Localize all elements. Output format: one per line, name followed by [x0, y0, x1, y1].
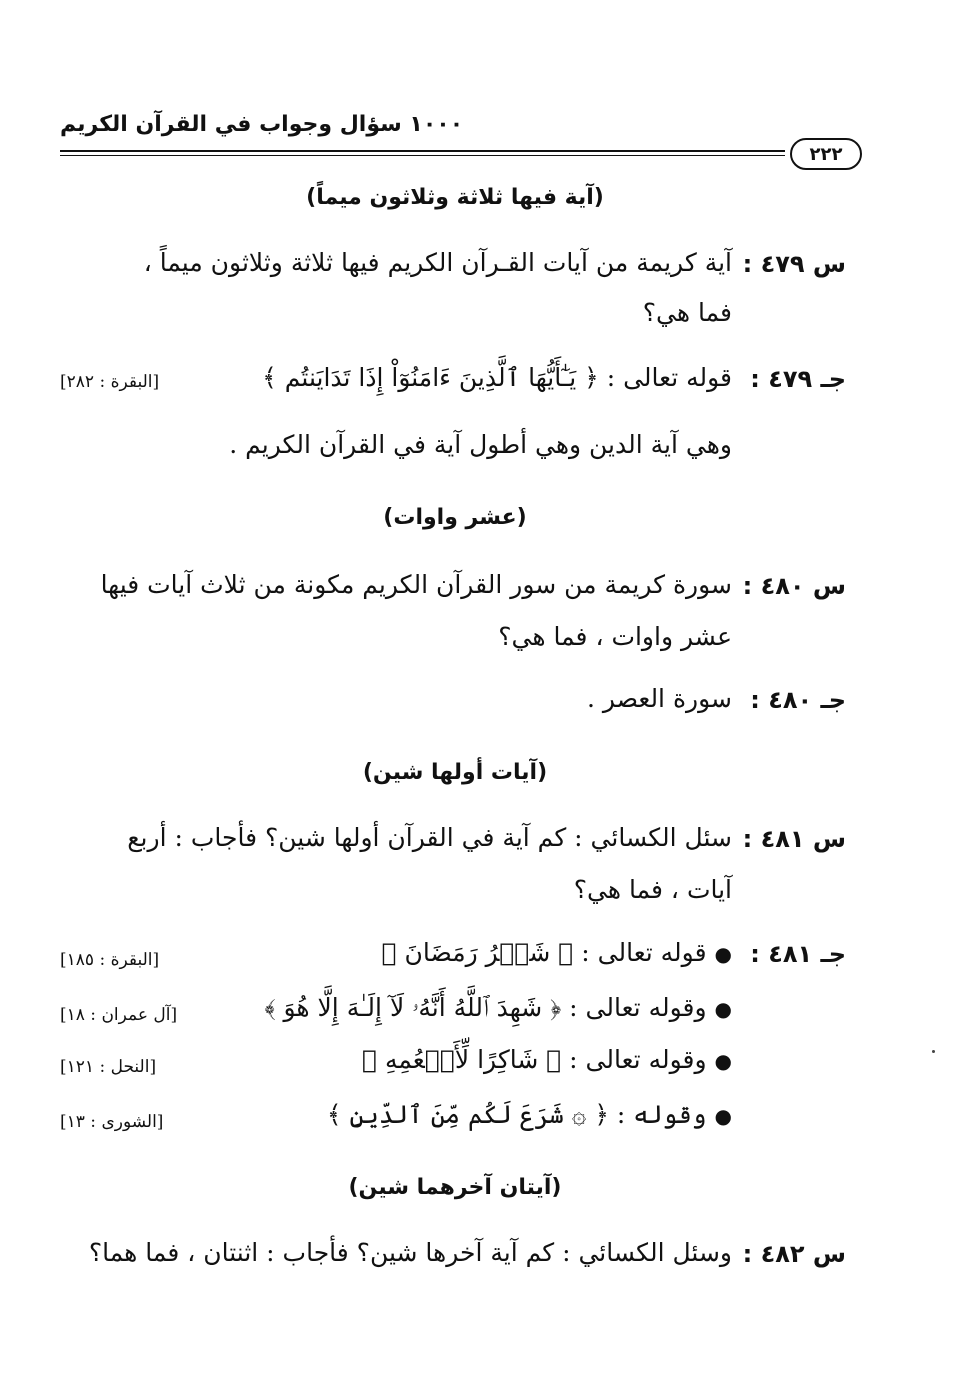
section-heading-481: (آيات أولها شين) [362, 760, 548, 785]
running-header-title: ١٠٠٠ سؤال وجواب في القرآن الكريم [60, 112, 464, 137]
question-label-480: س ٤٨٠ : [742, 572, 846, 600]
answer-label-479: جـ ٤٧٩ : [750, 365, 846, 393]
question-text-480-line2: عشر واوات ، فما هي؟ [498, 622, 732, 651]
section-heading-482: (آيتان آخرهما شين) [348, 1175, 562, 1200]
bullet-icon: ● [714, 1049, 732, 1073]
bullet-text: وقوله : ﴿ ۞ شَرَعَ لَكُم مِّنَ ٱلدِّينِ ﴾ [326, 1100, 707, 1129]
bullet-text: وقوله تعالى : ﴿ شَاكِرًا لِّأَنۡعُمِهِ ﴾ [362, 1045, 707, 1074]
verse-reference-bullet-1: [البقرة : ١٨٥] [60, 950, 160, 970]
page-number-badge: ٢٢٢ [790, 138, 862, 170]
answer-bullet-2 [232, 993, 732, 1023]
question-text-480-line1: سورة كريمة من سور القرآن الكريم مكونة من ثلاث آيات فيها [100, 570, 732, 599]
answer-label-481: جـ ٤٨١ : [750, 940, 846, 968]
bullet-icon: ● [714, 1104, 732, 1128]
scan-speck [932, 1050, 935, 1053]
answer-bullet-1 [232, 938, 732, 967]
question-text-479-line1: آية كريمة من آيات القـرآن الكريم فيها ثلاثة وثلاثون ميماً ، [143, 248, 732, 277]
section-heading-479: (آية فيها ثلاثة وثلاثون ميماً) [306, 185, 604, 210]
answer-text-479-line2: وهي آية الدين وهي أطول آية في القرآن الكريم . [229, 430, 732, 459]
question-text-481-line1: سئل الكسائي : كم آية في القرآن أولها شين؟ فأجاب : أربع [127, 823, 732, 852]
bullet-icon: ● [714, 942, 732, 966]
verse-reference-bullet-3: [النحل : ١٢١] [60, 1057, 157, 1077]
question-text-479-line2: فما هي؟ [642, 298, 732, 327]
answer-text-479-line1: قوله تعالى : ﴿ يَـٰٓأَيُّهَا ٱلَّذِينَ ءَامَنُوٓاْ إِذَا تَدَايَنتُم ﴾ [262, 363, 732, 392]
question-label-482: س ٤٨٢ : [742, 1240, 846, 1268]
header-rule-thin [60, 155, 785, 156]
question-text-481-line2: آيات ، فما هي؟ [573, 875, 732, 904]
question-label-479: س ٤٧٩ : [742, 250, 846, 278]
answer-text-480: سورة العصر . [587, 684, 732, 713]
verse-reference-bullet-2: [آل عمران : ١٨] [60, 1005, 178, 1025]
bullet-text: قوله تعالى : ﴿ شَهۡرُ رَمَضَانَ ﴾ [381, 938, 707, 967]
verse-reference-bullet-4: [الشورى : ١٣] [60, 1112, 164, 1132]
answer-bullet-3 [232, 1045, 732, 1074]
bullet-text: وقوله تعالى : ﴿ شَهِدَ ٱللَّهُ أَنَّهُۥ لَآ إِلَـٰهَ إِلَّا هُوَ ﴾ [264, 993, 707, 1022]
section-heading-480: (عشر واوات) [383, 505, 527, 530]
answer-bullet-4 [232, 1100, 732, 1129]
bullet-icon: ● [714, 997, 732, 1021]
question-label-481: س ٤٨١ : [742, 825, 846, 853]
question-text-482: وسئل الكسائي : كم آية آخرها شين؟ فأجاب : اثنتان ، فما هما؟ [88, 1238, 732, 1267]
answer-label-480: جـ ٤٨٠ : [750, 686, 846, 714]
header-rule [60, 150, 785, 152]
verse-reference-479: [البقرة : ٢٨٢] [60, 372, 160, 392]
